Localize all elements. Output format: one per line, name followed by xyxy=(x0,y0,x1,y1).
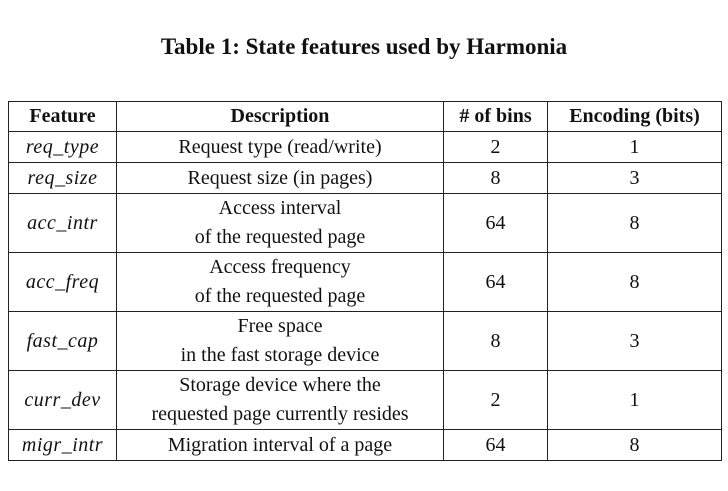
encoding-cell: 3 xyxy=(548,163,722,194)
table-row xyxy=(9,371,722,430)
description-line: Migration interval of a page xyxy=(167,433,393,456)
description-line: Access interval xyxy=(218,197,342,219)
description-line: Request size (in pages) xyxy=(187,166,373,189)
encoding-cell: 8 xyxy=(548,194,722,253)
feature-cell: migr_intr xyxy=(9,430,117,461)
bins-cell: 64 xyxy=(444,253,548,312)
encoding-cell: 8 xyxy=(548,253,722,312)
description-cell xyxy=(117,312,444,371)
table-row xyxy=(9,430,722,461)
description-cell xyxy=(117,194,444,253)
header-bins: # of bins xyxy=(444,102,548,132)
description-cell xyxy=(117,163,444,194)
description-line: Request type (read/write) xyxy=(178,135,382,158)
feature-cell: curr_dev xyxy=(9,371,117,430)
description-line: Access frequency xyxy=(209,256,351,278)
description-line: of the requested page xyxy=(194,285,366,307)
bins-cell: 2 xyxy=(444,132,548,163)
header-feature: Feature xyxy=(9,102,117,132)
description-cell xyxy=(117,253,444,312)
encoding-cell: 1 xyxy=(548,371,722,430)
description-line: of the requested page xyxy=(194,226,366,248)
encoding-cell: 3 xyxy=(548,312,722,371)
bins-cell: 8 xyxy=(444,163,548,194)
bins-cell: 8 xyxy=(444,312,548,371)
description-line: requested page currently resides xyxy=(151,403,409,425)
table-row xyxy=(9,312,722,371)
description-line: Free space xyxy=(237,315,323,337)
table-row xyxy=(9,163,722,194)
feature-cell: acc_intr xyxy=(9,194,117,253)
feature-cell: req_type xyxy=(9,132,117,163)
description-cell xyxy=(117,430,444,461)
description-cell xyxy=(117,371,444,430)
table-header-row xyxy=(9,102,722,132)
description-line: in the fast storage device xyxy=(180,344,380,366)
header-encoding: Encoding (bits) xyxy=(548,102,722,132)
header-description: Description xyxy=(117,102,444,132)
description-cell xyxy=(117,132,444,163)
feature-cell: fast_cap xyxy=(9,312,117,371)
feature-cell: req_size xyxy=(9,163,117,194)
description-line: Storage device where the xyxy=(179,374,381,396)
bins-cell: 64 xyxy=(444,430,548,461)
table-row xyxy=(9,194,722,253)
feature-cell: acc_freq xyxy=(9,253,117,312)
table-row xyxy=(9,132,722,163)
table-caption: Table 1: State features used by Harmonia xyxy=(160,34,568,59)
bins-cell: 2 xyxy=(444,371,548,430)
encoding-cell: 8 xyxy=(548,430,722,461)
state-features-table xyxy=(8,101,722,461)
encoding-cell: 1 xyxy=(548,132,722,163)
table-row xyxy=(9,253,722,312)
bins-cell: 64 xyxy=(444,194,548,253)
